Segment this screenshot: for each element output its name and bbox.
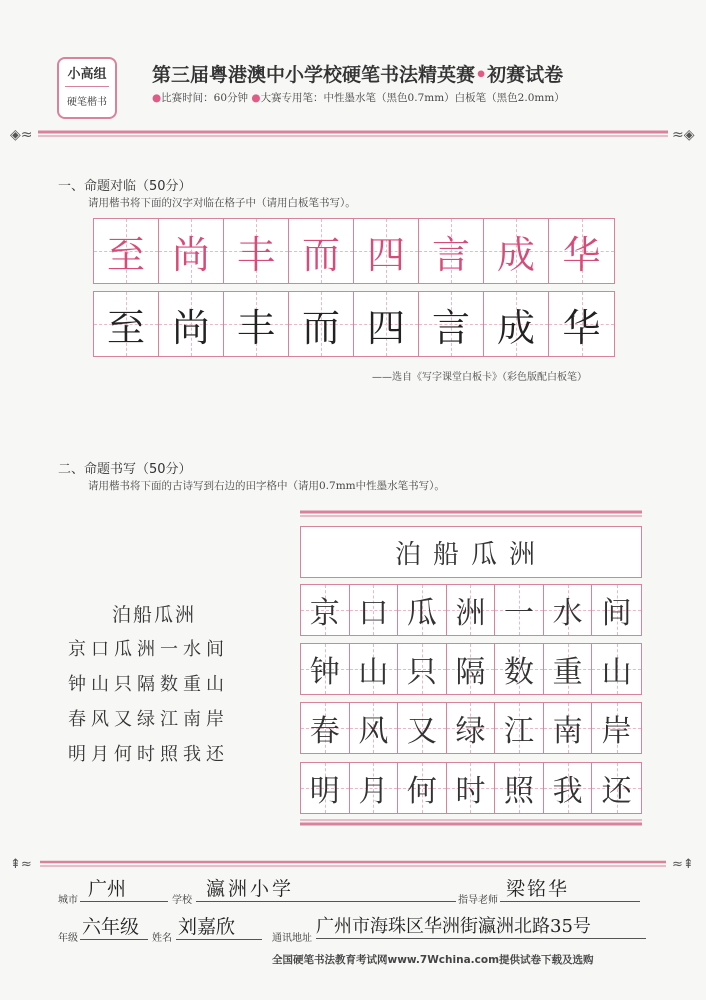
- answer-cell[interactable]: [398, 585, 447, 635]
- answer-char: 明: [309, 774, 340, 809]
- answer-title-box: [300, 526, 642, 578]
- answer-char: 照: [504, 774, 535, 809]
- answer-row: [300, 584, 642, 636]
- model-cell: [484, 219, 549, 283]
- model-cell: [94, 219, 159, 283]
- copy-char: 华: [562, 305, 601, 350]
- copy-char: 尚: [171, 305, 210, 350]
- answer-char: 岸: [601, 714, 632, 749]
- model-cell: [354, 219, 419, 283]
- section2-title: 二、命题书写（50分）: [58, 462, 192, 477]
- copy-cell: [159, 292, 224, 356]
- answer-row: [300, 762, 642, 814]
- answer-cell[interactable]: [301, 585, 350, 635]
- answer-char: 数: [504, 655, 535, 690]
- badge-style: 硬笔楷书: [67, 97, 107, 108]
- name-label: 姓名: [152, 933, 172, 944]
- copy-cell: [289, 292, 354, 356]
- model-cell: [289, 219, 354, 283]
- answer-char: 山: [601, 655, 632, 690]
- answer-cell[interactable]: [495, 763, 544, 813]
- answer-char: 月: [358, 774, 389, 809]
- badge-group: 小高组: [67, 67, 107, 82]
- answer-char: 江: [504, 714, 535, 749]
- answer-char: 何: [406, 774, 437, 809]
- teacher-label: 指导老师: [458, 895, 498, 906]
- poem-title: 泊船瓜洲: [112, 604, 197, 626]
- answer-cell[interactable]: [544, 585, 593, 635]
- answer-char: 春: [309, 714, 340, 749]
- answer-char: 南: [552, 714, 583, 749]
- answer-cell[interactable]: [350, 763, 399, 813]
- copy-char-grid: [93, 291, 615, 357]
- answer-cell[interactable]: [495, 644, 544, 694]
- source-note: ——选自《写字课堂白板卡》（彩色版配白板笔）: [372, 372, 587, 383]
- address-field[interactable]: 广州市海珠区华洲街瀛洲北路35号: [316, 912, 646, 939]
- answer-char: 京: [309, 596, 340, 631]
- answer-char: 洲: [455, 596, 486, 631]
- competition-info: ●比赛时间：60分钟 ●大赛专用笔：中性墨水笔（黑色0.7mm）白板笔（黑色2.0mm）: [152, 92, 565, 104]
- answer-cell[interactable]: [447, 585, 496, 635]
- answer-top-border: [300, 510, 642, 518]
- model-cell: [419, 219, 484, 283]
- answer-bottom-border: [300, 818, 642, 828]
- answer-title: 泊船瓜洲: [394, 539, 547, 570]
- model-cell: [224, 219, 289, 283]
- copy-char: 至: [106, 305, 145, 350]
- answer-char: 水: [552, 596, 583, 631]
- model-char: 而: [301, 232, 340, 277]
- copy-cell: [94, 292, 159, 356]
- poem-line: 钟山只隔数重山: [68, 674, 229, 695]
- teacher-field[interactable]: 梁铭华: [500, 874, 640, 902]
- model-cell: [159, 219, 224, 283]
- answer-char: 一: [504, 596, 535, 631]
- model-char: 至: [106, 232, 145, 277]
- answer-cell[interactable]: [350, 644, 399, 694]
- footer-text: 全国硬笔书法教育考试网www.7Wchina.com提供试卷下载及选购: [272, 954, 594, 966]
- answer-cell[interactable]: [447, 763, 496, 813]
- svg-text:◈≈: ◈≈: [10, 127, 33, 143]
- answer-char: 绿: [455, 714, 486, 749]
- section1-instruction: 请用楷书将下面的汉字对临在格子中（请用白板笔书写）。: [88, 197, 356, 209]
- answer-char: 还: [601, 774, 632, 809]
- answer-char: 山: [358, 655, 389, 690]
- school-label: 学校: [172, 895, 192, 906]
- header-divider: [8, 122, 698, 146]
- answer-char: 又: [406, 714, 437, 749]
- poem-line: 京口瓜洲一水间: [68, 639, 229, 660]
- poem-line: 明月何时照我还: [68, 744, 229, 765]
- svg-text:⇞≈: ⇞≈: [10, 857, 32, 872]
- poem-text: [68, 632, 229, 772]
- copy-cell: [419, 292, 484, 356]
- answer-char: 口: [358, 596, 389, 631]
- answer-cell[interactable]: [544, 644, 593, 694]
- copy-cell: [484, 292, 549, 356]
- answer-cell[interactable]: [592, 644, 641, 694]
- address-label: 通讯地址: [272, 933, 312, 944]
- model-char: 四: [366, 232, 405, 277]
- name-field[interactable]: 刘嘉欣: [176, 912, 262, 940]
- answer-cell[interactable]: [301, 703, 350, 753]
- model-char: 尚: [171, 232, 210, 277]
- answer-cell[interactable]: [301, 644, 350, 694]
- answer-cell[interactable]: [544, 703, 593, 753]
- answer-cell[interactable]: [447, 644, 496, 694]
- svg-text:≈⇞: ≈⇞: [672, 857, 694, 872]
- answer-char: 钟: [309, 655, 340, 690]
- section2-instruction: 请用楷书将下面的古诗写到右边的田字格中（请用0.7mm中性墨水笔书写）。: [88, 480, 445, 492]
- city-label: 城市: [58, 895, 78, 906]
- model-char: 丰: [236, 232, 275, 277]
- answer-cell[interactable]: [350, 585, 399, 635]
- answer-cell[interactable]: [544, 763, 593, 813]
- grade-label: 年级: [58, 933, 78, 944]
- page-title: 第三届粤港澳中小学校硬笔书法精英赛•初赛试卷: [152, 64, 564, 86]
- answer-row: [300, 643, 642, 695]
- copy-cell: [224, 292, 289, 356]
- answer-char: 我: [552, 774, 583, 809]
- model-char: 华: [562, 232, 601, 277]
- poem-line: 春风又绿江南岸: [68, 709, 229, 730]
- answer-cell[interactable]: [350, 703, 399, 753]
- answer-cell[interactable]: [398, 703, 447, 753]
- answer-char: 间: [601, 596, 632, 631]
- answer-cell[interactable]: [592, 763, 641, 813]
- model-cell: [549, 219, 614, 283]
- copy-char: 丰: [236, 305, 275, 350]
- answer-cell[interactable]: [398, 644, 447, 694]
- school-field[interactable]: 瀛洲小学: [196, 874, 456, 902]
- answer-cell[interactable]: [592, 703, 641, 753]
- section1-title: 一、命题对临（50分）: [58, 179, 192, 194]
- copy-char: 而: [301, 305, 340, 350]
- answer-char: 重: [552, 655, 583, 690]
- answer-char: 只: [406, 655, 437, 690]
- copy-char: 四: [366, 305, 405, 350]
- group-badge: [57, 57, 117, 119]
- answer-cell[interactable]: [495, 585, 544, 635]
- copy-cell: [354, 292, 419, 356]
- answer-char: 隔: [455, 655, 486, 690]
- answer-char: 风: [358, 714, 389, 749]
- answer-char: 时: [455, 774, 486, 809]
- model-char: 成: [496, 232, 535, 277]
- answer-cell[interactable]: [447, 703, 496, 753]
- answer-cell[interactable]: [301, 763, 350, 813]
- model-char-grid: [93, 218, 615, 284]
- answer-cell[interactable]: [592, 585, 641, 635]
- grade-field[interactable]: 六年级: [80, 912, 148, 940]
- copy-cell: [549, 292, 614, 356]
- copy-char: 成: [496, 305, 535, 350]
- svg-text:≈◈: ≈◈: [672, 127, 695, 143]
- form-divider: [8, 852, 698, 874]
- answer-cell[interactable]: [495, 703, 544, 753]
- answer-row: [300, 702, 642, 754]
- city-field[interactable]: 广州: [80, 874, 168, 902]
- model-char: 言: [431, 232, 470, 277]
- answer-cell[interactable]: [398, 763, 447, 813]
- answer-char: 瓜: [406, 596, 437, 631]
- copy-char: 言: [431, 305, 470, 350]
